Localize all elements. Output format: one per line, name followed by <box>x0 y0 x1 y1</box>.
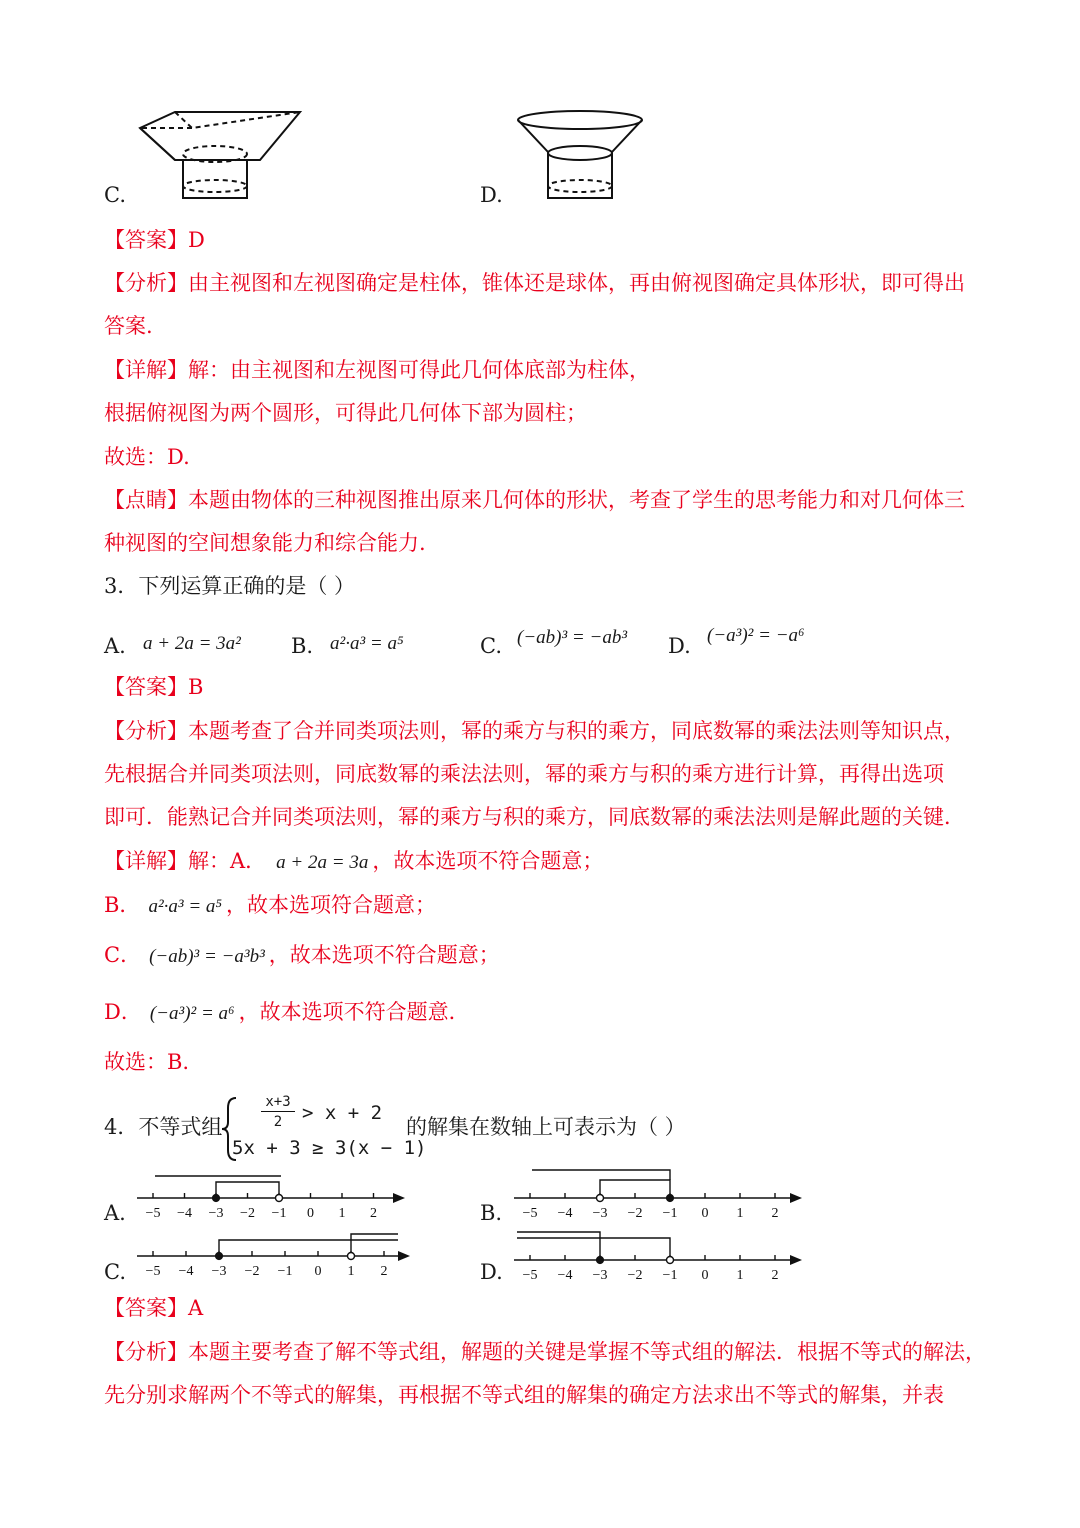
q3-detail-d-label: D． <box>104 1000 142 1024</box>
axis-arrow-icon <box>790 1193 802 1203</box>
tick-label: 2 <box>771 1206 779 1221</box>
open-endpoint <box>348 1253 355 1260</box>
q4-analysis-line-1: 【分析】本题主要考查了解不等式组，解题的关键是掌握不等式组的解法．根据不等式的解法， <box>104 1340 986 1364</box>
q3-detail-prefix: 【详解】解：A． <box>104 849 267 873</box>
tick-label: −5 <box>522 1268 538 1283</box>
q4-option-c-label: C. <box>104 1260 126 1284</box>
solution-bracket <box>351 1234 398 1256</box>
tick-label: 2 <box>380 1264 388 1279</box>
open-endpoint <box>667 1257 674 1264</box>
tick-label: 0 <box>701 1206 709 1221</box>
tick-label: −5 <box>145 1264 161 1279</box>
q4-analysis-line-2: 先分别求解两个不等式的解集，再根据不等式组的解集的确定方法求出不等式的解集，并表 <box>104 1383 944 1407</box>
tick-label: −4 <box>557 1206 573 1221</box>
q2-comment-line-2: 种视图的空间想象能力和综合能力. <box>104 531 426 555</box>
tick-label: −2 <box>627 1206 643 1221</box>
tick-label: −2 <box>627 1268 643 1283</box>
q3-option-b-label: B. <box>291 634 314 658</box>
tick-label: −5 <box>522 1206 538 1221</box>
tick-label: 2 <box>370 1206 377 1221</box>
q4-option-d-numberline <box>512 1224 807 1284</box>
q3-option-c-label: C. <box>480 634 502 658</box>
q2-comment-line-1: 【点睛】本题由物体的三种视图推出原来几何体的形状，考查了学生的思考能力和对几何体三 <box>104 488 965 512</box>
solid-endpoint <box>667 1195 674 1202</box>
tick-label: 0 <box>307 1206 314 1221</box>
q3-detail-c <box>104 941 500 971</box>
q3-detail-a <box>104 847 603 877</box>
tick-label: −4 <box>557 1268 573 1283</box>
q4-option-b-label: B. <box>480 1201 503 1225</box>
option-d-figure <box>510 100 650 210</box>
q3-detail-a-text: ，故本选项不符合题意； <box>372 849 604 873</box>
option-c-figure <box>130 100 320 210</box>
tick-label: −3 <box>211 1264 227 1279</box>
q2-detail-line-3: 故选：D. <box>104 445 190 469</box>
q3-detail-b-label: B． <box>104 893 141 917</box>
axis-arrow-icon <box>398 1251 410 1261</box>
q4-stem-prefix: 4．不等式组 <box>104 1115 223 1139</box>
tick-label: −4 <box>178 1264 194 1279</box>
q3-detail-c-label: C． <box>104 943 142 967</box>
solid-endpoint <box>213 1195 220 1202</box>
q4-option-a-label: A. <box>104 1201 126 1225</box>
q3-detail-b-expr: a²·a³ = a⁵ <box>148 896 223 917</box>
tick-label: −2 <box>244 1264 260 1279</box>
q3-detail-c-text: ，故本选项不符合题意； <box>268 943 500 967</box>
q3-detail-d-expr: (−a³)² = a⁶ <box>149 1003 235 1024</box>
q3-option-a-label: A. <box>104 634 126 658</box>
tick-label: −5 <box>145 1206 161 1221</box>
q3-detail-c-expr: (−ab)³ = −a³b³ <box>149 946 265 967</box>
axis-arrow-icon <box>790 1255 802 1265</box>
q3-analysis-line-2: 先根据合并同类项法则，同底数幂的乘法法则，幂的乘方与积的乘方进行计算，再得出选项 <box>104 762 944 786</box>
q2-analysis-line-2: 答案. <box>104 314 153 338</box>
q3-detail-b <box>104 891 436 921</box>
q2-analysis-line-1: 【分析】由主视图和左视图确定是柱体，锥体还是球体，再由俯视图确定具体形状，即可得出 <box>104 271 965 295</box>
tick-label: −1 <box>662 1206 678 1221</box>
q3-detail-b-text: ，故本选项符合题意； <box>226 893 437 917</box>
q2-detail-line-2: 根据俯视图为两个圆形，可得此几何体下部为圆柱； <box>104 401 587 425</box>
q3-choose: 故选：B. <box>104 1050 190 1074</box>
open-endpoint <box>276 1195 283 1202</box>
q4-option-b-numberline <box>512 1162 807 1222</box>
tick-label: 0 <box>701 1268 709 1283</box>
solution-bracket <box>532 1170 670 1180</box>
q4-answer: 【答案】A <box>104 1296 204 1320</box>
q4-option-a-numberline <box>135 1168 410 1223</box>
tick-label: 2 <box>771 1268 779 1283</box>
tick-label: −4 <box>177 1206 192 1221</box>
option-c-label: C. <box>104 183 126 207</box>
solid-endpoint <box>216 1253 223 1260</box>
tick-label: −3 <box>208 1206 224 1221</box>
q4-option-c-numberline <box>135 1226 415 1281</box>
q3-option-d-label: D. <box>668 634 691 658</box>
axis-arrow-icon <box>393 1193 405 1203</box>
q4-option-d-label: D. <box>480 1260 503 1284</box>
tick-label: −1 <box>277 1264 293 1279</box>
tick-label: −2 <box>240 1206 255 1221</box>
q4-ineq1-rhs: > x + 2 <box>302 1102 383 1124</box>
tick-label: −3 <box>592 1206 608 1221</box>
tick-label: −1 <box>662 1268 678 1283</box>
q4-ineq2: 5x + 3 ≥ 3(x − 1) <box>232 1137 427 1159</box>
q3-answer: 【答案】B <box>104 675 204 699</box>
solution-bracket <box>517 1238 670 1260</box>
solid-endpoint <box>597 1257 604 1264</box>
tick-label: −3 <box>592 1268 608 1283</box>
q4-ineq1-denominator: 2 <box>273 1114 283 1130</box>
q3-stem: 3．下列运算正确的是（ ） <box>104 574 356 598</box>
q3-analysis-line-3: 即可．能熟记合并同类项法则，幂的乘方与积的乘方，同底数幂的乘法法则是解此题的关键． <box>104 805 965 829</box>
q4-stem-suffix: 的解集在数轴上可表示为（ ） <box>406 1115 686 1139</box>
q3-option-b-expr: a²·a³ = a⁵ <box>330 633 404 654</box>
q4-ineq1-numerator: x+3 <box>265 1094 291 1110</box>
q3-option-a-expr: a + 2a = 3a² <box>143 633 241 654</box>
tick-label: 1 <box>347 1264 355 1279</box>
option-d-label: D. <box>480 183 503 207</box>
tick-label: 0 <box>314 1264 322 1279</box>
q3-option-c-expr: (−ab)³ = −ab³ <box>517 627 628 648</box>
q3-detail-a-expr: a + 2a = 3a <box>276 852 369 873</box>
open-endpoint <box>597 1195 604 1202</box>
tick-label: −1 <box>271 1206 287 1221</box>
q3-detail-d <box>104 998 470 1028</box>
q4-fraction-bar <box>261 1111 295 1112</box>
q2-detail-line-1: 【详解】解：由主视图和左视图可得此几何体底部为柱体， <box>104 358 650 382</box>
tick-label: 1 <box>736 1206 744 1221</box>
q3-analysis-line-1: 【分析】本题考查了合并同类项法则，幂的乘方与积的乘方，同底数幂的乘法法则等知识点， <box>104 719 965 743</box>
q3-detail-d-text: ，故本选项不符合题意． <box>238 1000 470 1024</box>
q2-answer: 【答案】D <box>104 228 205 252</box>
q3-option-d-expr: (−a³)² = −a⁶ <box>707 625 805 646</box>
tick-label: 1 <box>338 1206 346 1221</box>
tick-label: 1 <box>736 1268 744 1283</box>
solution-bracket <box>219 1240 398 1256</box>
